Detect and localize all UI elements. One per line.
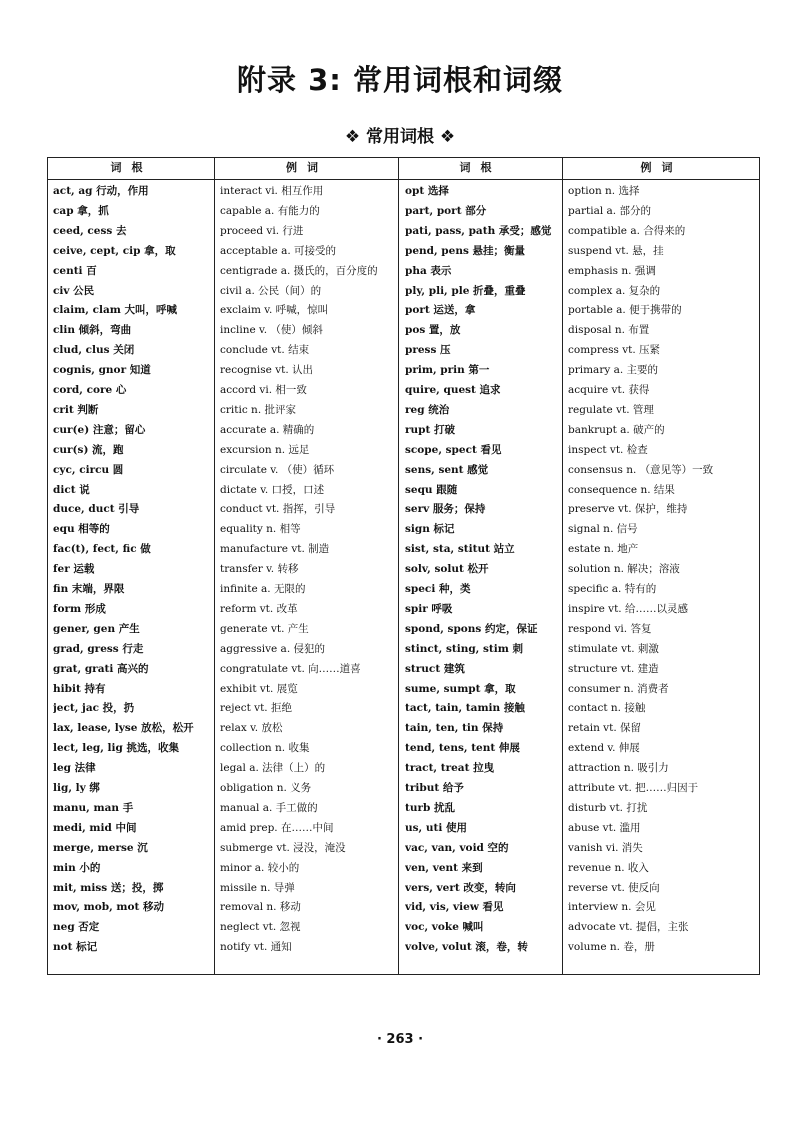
example-word: structure vt. 建造	[568, 662, 659, 675]
example-word: disturb vt. 打扰	[568, 801, 648, 814]
word-root: prim, prin 第一	[405, 364, 490, 377]
example-word: submerge vt. 浸没，淹没	[220, 841, 346, 854]
example-word: acceptable a. 可接受的	[220, 244, 337, 257]
table-row	[48, 341, 759, 361]
table-row	[48, 640, 759, 660]
word-root: gener, gen 产生	[53, 622, 140, 635]
word-root: quire, quest 追求	[405, 384, 501, 396]
word-root: tact, tain, tamin 接触	[405, 702, 525, 715]
table-row	[48, 401, 759, 421]
table-row	[48, 580, 759, 600]
example-word: inspire vt. 给……以灵感	[568, 602, 688, 615]
example-word: complex a. 复杂的	[568, 284, 661, 297]
example-word: centigrade a. 摄氏的，百分度的	[220, 264, 378, 277]
table-row	[48, 799, 759, 819]
word-root: pha 表示	[405, 264, 452, 277]
table-row	[48, 660, 759, 680]
table-row	[48, 918, 759, 938]
word-root: lax, lease, lyse 放松，松开	[53, 722, 194, 735]
example-word: removal n. 移动	[220, 901, 301, 914]
example-word: missile n. 导弹	[220, 881, 295, 894]
word-root: lect, leg, lig 挑选，收集	[53, 742, 180, 755]
example-word: critic n. 批评家	[220, 403, 296, 416]
example-word: specific a. 特有的	[568, 583, 657, 595]
word-root: mov, mob, mot 移动	[53, 901, 165, 914]
word-root: fac(t), fect, fic 做	[53, 543, 151, 556]
word-root: clud, clus 关闭	[53, 344, 135, 357]
word-root: vac, van, void 空的	[405, 841, 509, 854]
example-word: proceed vi. 行进	[220, 224, 304, 237]
example-word: exclaim v. 呼喊，惊叫	[220, 304, 329, 317]
example-word: obligation n. 义务	[220, 782, 312, 794]
word-root: leg 法律	[53, 762, 96, 775]
section-subtitle: ❖ 常用词根 ❖	[344, 127, 456, 147]
table-row	[48, 819, 759, 839]
example-word: exhibit vt. 展览	[220, 682, 298, 695]
example-word: reject vt. 拒绝	[220, 702, 292, 715]
example-word: revenue n. 收入	[568, 861, 649, 874]
word-root: opt 选择	[405, 185, 449, 197]
example-word: preserve vt. 保护，维持	[568, 503, 688, 516]
example-word: attraction n. 吸引力	[568, 762, 669, 775]
word-root: civ 公民	[53, 284, 95, 297]
word-root: ply, pli, ple 折叠，重叠	[405, 284, 526, 297]
example-word: equality n. 相等	[220, 523, 301, 536]
table-row	[48, 739, 759, 759]
word-root: dict 说	[53, 483, 90, 496]
word-root: ven, vent 来到	[405, 861, 483, 874]
example-word: retain vt. 保留	[568, 722, 641, 735]
example-word: amid prep. 在……中间	[220, 821, 334, 834]
example-word: neglect vt. 忽视	[220, 921, 301, 934]
word-root: cyc, circu 圆	[53, 463, 124, 476]
table-row	[48, 699, 759, 719]
example-word: solution n. 解决；溶液	[568, 563, 680, 576]
table-row	[48, 381, 759, 401]
table-header	[48, 158, 759, 180]
table-row	[48, 898, 759, 918]
word-root: speci 种，类	[405, 583, 471, 595]
word-root: sume, sumpt 拿，取	[405, 682, 516, 695]
example-word: bankrupt a. 破产的	[568, 423, 665, 436]
word-root: hibit 持有	[53, 682, 106, 695]
example-word: regulate vt. 管理	[568, 403, 654, 416]
table-row	[48, 680, 759, 700]
example-word: advocate vt. 提倡，主张	[568, 921, 689, 934]
example-word: suspend vt. 悬，挂	[568, 244, 664, 257]
table-row	[48, 560, 759, 580]
word-root: fin 末端，界限	[53, 583, 125, 595]
word-root: volve, volut 滚，卷，转	[405, 941, 528, 954]
example-word: abuse vt. 滥用	[568, 821, 641, 834]
word-root: manu, man 手	[53, 801, 134, 814]
word-root: tract, treat 拉曳	[405, 762, 495, 775]
table-row	[48, 620, 759, 640]
example-word: extend v. 伸展	[568, 742, 640, 755]
example-word: aggressive a. 侵犯的	[220, 642, 325, 655]
word-root: scope, spect 看见	[405, 443, 502, 456]
word-root: not 标记	[53, 941, 98, 954]
example-word: capable a. 有能力的	[220, 204, 320, 217]
word-root: sens, sent 感觉	[405, 463, 489, 476]
table-row	[48, 540, 759, 560]
word-root-table	[47, 157, 760, 975]
word-root: part, port 部分	[405, 204, 487, 217]
example-word: excursion n. 远足	[220, 443, 310, 456]
word-root: lig, ly 绑	[53, 782, 100, 794]
word-root: spir 呼吸	[405, 602, 453, 615]
word-root: fer 运载	[53, 563, 95, 576]
example-word: civil a. 公民（间）的	[220, 284, 322, 297]
example-word: generate vt. 产生	[220, 622, 309, 635]
word-root: ceive, cept, cip 拿，取	[53, 244, 176, 257]
table-row	[48, 441, 759, 461]
table-row	[48, 361, 759, 381]
table-row	[48, 202, 759, 222]
word-root: cognis, gnor 知道	[53, 364, 151, 377]
table-row	[48, 759, 759, 779]
word-root: ceed, cess 去	[53, 224, 127, 237]
table-row	[48, 859, 759, 879]
example-word: accord vi. 相一致	[220, 384, 307, 396]
header-root-left: 词根	[110, 161, 153, 174]
table-row	[48, 301, 759, 321]
word-root: serv 服务；保持	[405, 503, 486, 516]
header-root-right: 词根	[459, 161, 502, 174]
example-word: respond vi. 答复	[568, 622, 652, 635]
word-root: pos 置，放	[405, 324, 461, 337]
page-number: · 263 ·	[376, 1032, 424, 1047]
word-root: crit 判断	[53, 403, 99, 416]
example-word: vanish vi. 消失	[568, 841, 643, 854]
word-root: duce, duct 引导	[53, 503, 140, 516]
word-root: solv, solut 松开	[405, 563, 489, 576]
word-root: cur(s) 流，跑	[53, 443, 124, 456]
example-word: dictate v. 口授，口述	[220, 483, 325, 496]
word-root: claim, clam 大叫，呼喊	[53, 304, 178, 317]
table-row	[48, 262, 759, 282]
example-word: acquire vt. 获得	[568, 384, 650, 396]
word-root: pend, pens 悬挂；衡量	[405, 244, 526, 257]
table-row	[48, 282, 759, 302]
word-root: pati, pass, path 承受；感觉	[405, 224, 552, 237]
example-word: contact n. 接触	[568, 702, 646, 715]
word-root: neg 否定	[53, 921, 100, 934]
table-row	[48, 222, 759, 242]
table-row	[48, 779, 759, 799]
word-root: cap 拿，抓	[53, 204, 109, 217]
example-word: estate n. 地产	[568, 543, 639, 556]
word-root: centi 百	[53, 264, 97, 277]
example-word: circulate v. （使）循环	[220, 463, 335, 476]
example-word: primary a. 主要的	[568, 364, 659, 377]
table-row	[48, 839, 759, 859]
example-word: manufacture vt. 制造	[220, 543, 330, 556]
example-word: compress vt. 压紧	[568, 344, 661, 357]
word-root: vers, vert 改变，转向	[405, 881, 516, 894]
word-root: reg 统治	[405, 403, 450, 416]
word-root: tend, tens, tent 伸展	[405, 742, 520, 755]
example-word: interview n. 会见	[568, 901, 656, 914]
table-row	[48, 938, 759, 958]
word-root: rupt 打破	[405, 423, 456, 436]
word-root: form 形成	[53, 602, 106, 615]
table-row	[48, 520, 759, 540]
table-row	[48, 321, 759, 341]
table-row	[48, 879, 759, 899]
example-word: reverse vt. 使反向	[568, 881, 660, 894]
word-root: press 压	[405, 344, 451, 357]
example-word: transfer v. 转移	[220, 563, 299, 576]
word-root: grad, gress 行走	[53, 642, 144, 655]
word-root: cur(e) 注意；留心	[53, 423, 146, 436]
example-word: collection n. 收集	[220, 742, 310, 755]
table-row	[48, 461, 759, 481]
example-word: manual a. 手工做的	[220, 801, 318, 814]
table-row	[48, 719, 759, 739]
word-root: cord, core 心	[53, 384, 127, 396]
example-word: conclude vt. 结束	[220, 344, 310, 357]
word-root: voc, voke 喊叫	[405, 921, 484, 934]
example-word: reform vt. 改革	[220, 602, 298, 615]
example-word: congratulate vt. 向……道喜	[220, 662, 361, 675]
header-example-right: 例词	[640, 161, 683, 174]
example-word: disposal n. 布置	[568, 324, 650, 337]
example-word: interact vi. 相互作用	[220, 185, 324, 197]
example-word: minor a. 较小的	[220, 861, 300, 874]
page-title: 附录 3: 常用词根和词缀	[237, 63, 563, 97]
word-root: spond, spons 约定，保证	[405, 622, 538, 635]
example-word: recognise vt. 认出	[220, 364, 314, 377]
header-example-left: 例词	[286, 161, 328, 174]
example-word: consensus n. （意见等）一致	[568, 463, 714, 476]
word-root: turb 扰乱	[405, 801, 456, 814]
word-root: grat, grati 高兴的	[53, 662, 149, 675]
example-word: emphasis n. 强调	[568, 264, 656, 277]
word-root: tain, ten, tin 保持	[405, 722, 504, 735]
example-word: consequence n. 结果	[568, 483, 675, 496]
table-row	[48, 182, 759, 202]
word-root: medi, mid 中间	[53, 821, 137, 834]
example-word: compatible a. 合得来的	[568, 224, 686, 237]
word-root: port 运送，拿	[405, 304, 476, 317]
word-root: sist, sta, stitut 站立	[405, 543, 515, 556]
example-word: partial a. 部分的	[568, 204, 651, 217]
word-root: sequ 跟随	[405, 483, 458, 496]
word-root: equ 相等的	[53, 523, 110, 536]
table-row	[48, 242, 759, 262]
example-word: conduct vt. 指挥，引导	[220, 503, 336, 516]
example-word: consumer n. 消费者	[568, 682, 669, 695]
word-root: struct 建筑	[405, 662, 465, 675]
table-row	[48, 600, 759, 620]
word-root: sign 标记	[405, 523, 455, 536]
word-root: mit, miss 送；投，掷	[53, 881, 164, 894]
example-word: inspect vt. 检查	[568, 443, 648, 456]
word-root: clin 倾斜，弯曲	[53, 324, 132, 337]
example-word: option n. 选择	[568, 185, 640, 197]
example-word: attribute vt. 把……归因于	[568, 782, 699, 794]
example-word: relax v. 放松	[220, 722, 283, 735]
table-row	[48, 500, 759, 520]
example-word: portable a. 便于携带的	[568, 304, 682, 317]
word-root: tribut 给予	[405, 782, 464, 794]
example-word: accurate a. 精确的	[220, 423, 315, 436]
example-word: incline v. （使）倾斜	[220, 324, 323, 337]
word-root: min 小的	[53, 861, 101, 874]
example-word: stimulate vt. 刺激	[568, 642, 659, 655]
table-row	[48, 421, 759, 441]
word-root: merge, merse 沉	[53, 841, 148, 854]
word-root: us, uti 使用	[405, 821, 467, 834]
word-root: act, ag 行动，作用	[53, 185, 149, 197]
word-root: vid, vis, view 看见	[405, 901, 504, 914]
example-word: signal n. 信号	[568, 523, 638, 536]
table-row	[48, 481, 759, 501]
example-word: infinite a. 无限的	[220, 583, 306, 595]
word-root: ject, jac 投，扔	[53, 702, 135, 715]
word-root: stinct, sting, stim 刺	[405, 642, 523, 655]
example-word: notify vt. 通知	[220, 941, 292, 954]
example-word: volume n. 卷，册	[568, 941, 655, 954]
example-word: legal a. 法律（上）的	[220, 762, 326, 775]
